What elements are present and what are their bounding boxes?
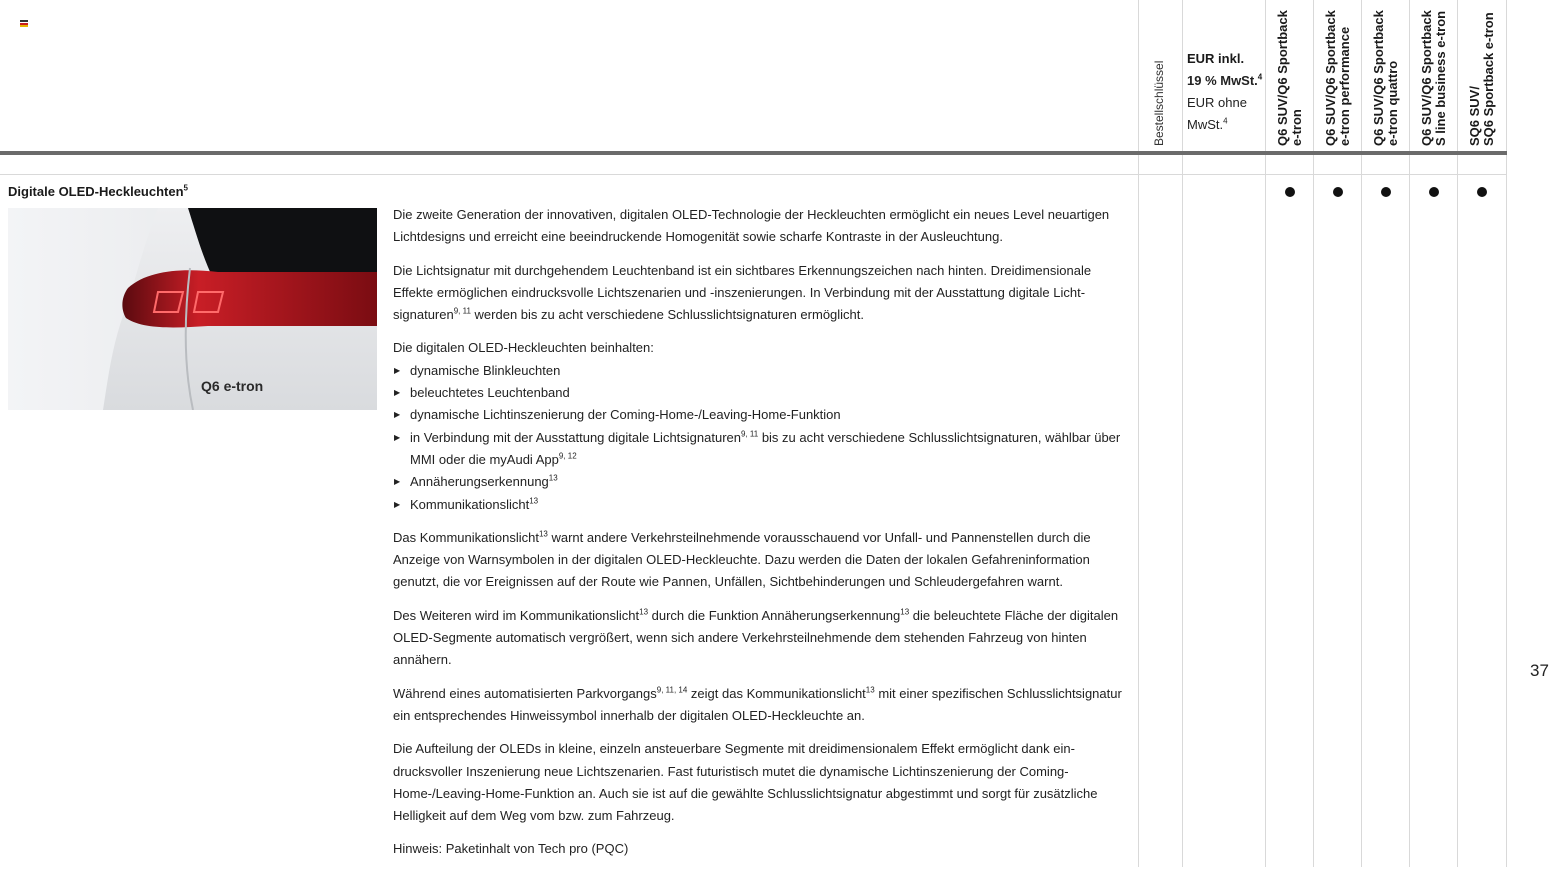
price-excl-label: EUR ohne bbox=[1187, 95, 1247, 110]
model-header-q6-etron-quattro: Q6 SUV/Q6 Sportback e-tron quattro bbox=[1371, 10, 1400, 146]
header-rule bbox=[0, 151, 1507, 155]
paragraph: Des Weiteren wird im Kommunikationslicht$^{13}$ durch die Funktion Annäherungserkennung$^{13}$ die beleuchtete Fläche der digitalen OLED-Segmente automatisch vergrößert, wenn sich andere Verkehrsteilnehmende dem stehenden Fahrzeug von hinten annähern. bbox=[393, 607, 1119, 668]
model-header-q6-etron-performance: Q6 SUV/Q6 Sportback e-tron performance bbox=[1323, 10, 1352, 146]
column-divider bbox=[1138, 0, 1139, 867]
feature-list bbox=[393, 360, 1133, 516]
availability-dot bbox=[1381, 187, 1391, 197]
list-item: ▶ in Verbindung mit der Ausstattung digitale Lichtsignaturen$^{9, 11}$ bis zu acht verschiedene Schlusslichtsignaturen, wählbar über MMI oder die myAudi App$^{9, 12}$ bbox=[393, 427, 1133, 472]
paragraph: Die Lichtsignatur mit durchgehendem Leuchtenband ist ein sichtbares Erkennungszeichen nach hinten. Dreidimensionale Effekte ermöglichen eindrucksvolle Lichtszenarien und -inszenierungen. In Verbindung mit der Ausstattung digitale Lichtsignaturen$^{9, 11}$ werden bis zu acht verschiedene Schlusslichtsignaturen ermöglicht. bbox=[393, 262, 1092, 323]
tail-light-photo bbox=[8, 208, 377, 410]
model-badge: Q6 e-tron bbox=[201, 378, 264, 394]
paragraph: Die Aufteilung der OLEDs in kleine, einzeln ansteuerbare Segmente mit dreidimensionalem Effekt ermöglicht dank eindrucksvoller Inszenierung neue Lichtszenarien. Fast futuristisch mutet die dynamische Lichtinszenierung der Coming-Home-/Leaving-Home-Funktion an. Auch sie ist auf die gewählte Schlusslichtsignatur abgestimmt und sorgt für zusätzliche Helligkeit auf dem Weg vom bzw. zum Fahrzeug. bbox=[393, 741, 1098, 824]
list-item: ▶ Annäherungserkennung$^{13}$ bbox=[393, 471, 1133, 493]
column-divider bbox=[1182, 0, 1183, 867]
paragraph: Die zweite Generation der innovativen, digitalen OLED-Technologie der Heckleuchten ermöglicht ein neues Level neuartigen Lichtdesigns und erreicht eine beeindruckende Homogenität sowie scharfe Kontraste in der Ausleuchtung. bbox=[393, 207, 1110, 245]
price-incl-label: EUR inkl. bbox=[1187, 51, 1245, 66]
list-intro: Die digitalen OLED-Heckleuchten beinhalten: bbox=[393, 340, 654, 356]
column-divider bbox=[1506, 0, 1507, 867]
column-divider bbox=[1409, 0, 1410, 867]
availability-dot bbox=[1477, 187, 1487, 197]
model-header-sq6-etron: SQ6 SUV/ SQ6 Sportback e-tron bbox=[1467, 12, 1496, 146]
price-incl-vat: 19 % MwSt.$^4$ bbox=[1187, 72, 1263, 88]
feature-description bbox=[393, 204, 1133, 872]
model-header-q6-sline-business: Q6 SUV/Q6 Sportback S line business e-tron bbox=[1419, 10, 1448, 146]
paragraph: Während eines automatisierten Parkvorgangs$^{9, 11, 14}$ zeigt das Kommunikationslicht$^{13}$ mit einer spezifischen Schlusslichtsignatur ein entsprechendes Hinweissymbol innerhalb der digitalen OLED-Heckleuchte an. bbox=[393, 685, 1122, 723]
note: Hinweis: Paketinhalt von Tech pro (PQC) bbox=[393, 841, 629, 857]
paragraph: Das Kommunikationslicht$^{13}$ warnt andere Verkehrsteilnehmende vorausschauend vor Unfall- und Pannenstellen durch die Anzeige von Warnsymbolen in der digitalen OLED-Heckleuchte. Dazu werden die Daten der lokalen Gefahreninformation genutzt, die vor Ereignissen auf der Route wie Pannen, Unfällen, Sichtbehinderungen und Schleudergefahren warnt. bbox=[393, 529, 1091, 590]
page-number: 37 bbox=[1530, 661, 1549, 680]
list-item: ▶ dynamische Blinkleuchten bbox=[393, 360, 1133, 382]
column-divider bbox=[1457, 0, 1458, 867]
list-item: ▶ dynamische Lichtinszenierung der Coming-Home-/Leaving-Home-Funktion bbox=[393, 404, 1133, 426]
column-divider bbox=[1361, 0, 1362, 867]
availability-dot bbox=[1333, 187, 1343, 197]
list-item: ▶ Kommunikationslicht$^{13}$ bbox=[393, 494, 1133, 516]
order-key-header: Bestellschlüssel bbox=[1152, 60, 1166, 146]
column-divider bbox=[1313, 0, 1314, 867]
price-header bbox=[1187, 48, 1267, 136]
availability-dot bbox=[1285, 187, 1295, 197]
list-item: ▶ beleuchtetes Leuchtenband bbox=[393, 382, 1133, 404]
availability-dot bbox=[1429, 187, 1439, 197]
price-excl-vat: MwSt.$^4$ bbox=[1187, 116, 1228, 132]
country-flag-icon bbox=[20, 20, 28, 27]
header-rule-thin bbox=[0, 174, 1507, 175]
car-rear-illustration bbox=[8, 208, 377, 410]
model-header-q6-etron: Q6 SUV/Q6 Sportback e-tron bbox=[1275, 10, 1304, 146]
feature-title: Digitale OLED-Heckleuchten$^5$ bbox=[8, 183, 188, 199]
